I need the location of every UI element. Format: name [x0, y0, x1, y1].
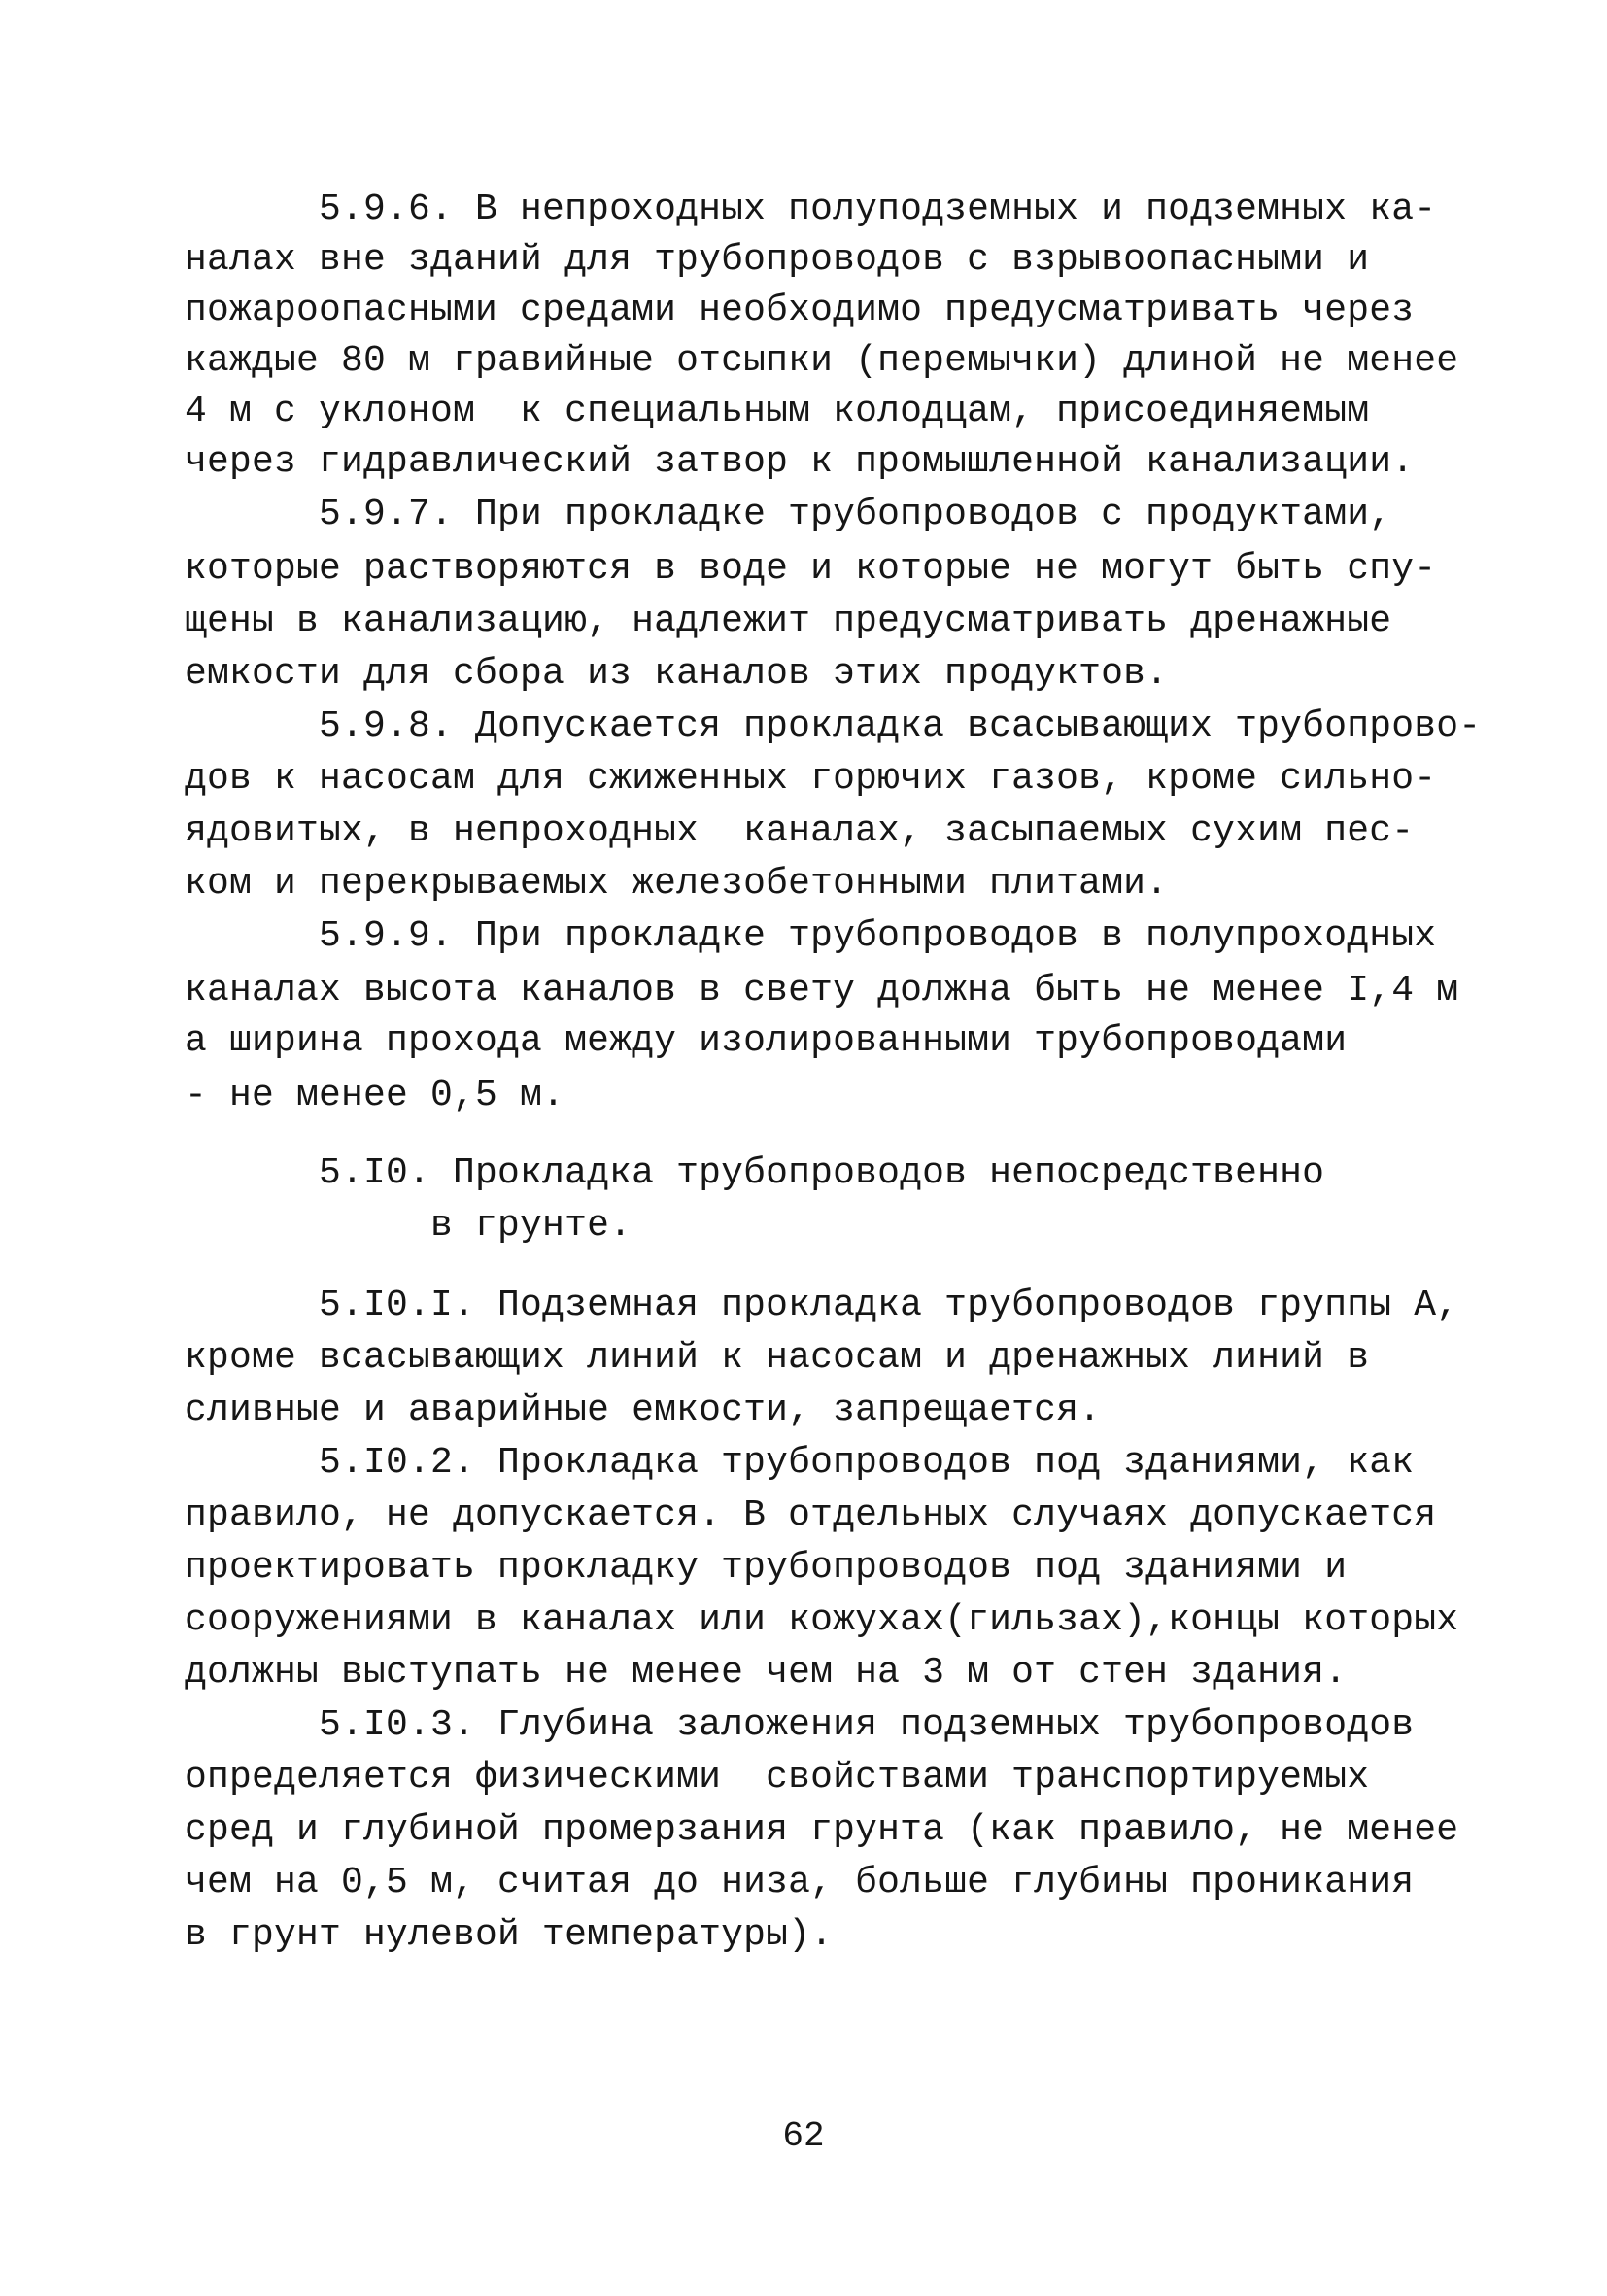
text-line: сред и глубиной промерзания грунта (как правило, не менее: [185, 1809, 1459, 1851]
text-line: 5.I0.3. Глубина заложения подземных трубопроводов: [185, 1704, 1415, 1746]
text-line: 5.9.6. В непроходных полуподземных и подземных ка-: [185, 188, 1437, 230]
text-line: в грунт нулевой температуры).: [185, 1914, 834, 1956]
section-heading: 5.I0. Прокладка трубопроводов непосредственно: [185, 1152, 1325, 1194]
text-line: 5.I0.2. Прокладка трубопроводов под зданиями, как: [185, 1442, 1415, 1484]
text-line: 5.9.9. При прокладке трубопроводов в полупроходных: [185, 915, 1437, 957]
text-line: каналах высота каналов в свету должна быть не менее I,4 м: [185, 970, 1459, 1011]
text-line: определяется физическими свойствами транспортируемых: [185, 1757, 1370, 1799]
text-line: 5.I0.I. Подземная прокладка трубопроводов группы А,: [185, 1285, 1459, 1326]
text-line: щены в канализацию, надлежит предусматривать дренажные: [185, 600, 1392, 642]
text-line: через гидравлический затвор к промышленной канализации.: [185, 441, 1415, 483]
text-line: ком и перекрываемых железобетонными плитами.: [185, 863, 1169, 905]
text-line: каждые 80 м гравийные отсыпки (перемычки) длиной не менее: [185, 340, 1459, 382]
text-line: кроме всасывающих линий к насосам и дренажных линий в: [185, 1337, 1370, 1379]
text-line: должны выступать не менее чем на 3 м от стен здания.: [185, 1652, 1348, 1694]
text-line: 5.9.8. Допускается прокладка всасывающих трубопрово-: [185, 705, 1482, 747]
text-line: а ширина прохода между изолированными трубопроводами: [185, 1020, 1348, 1062]
text-line: 5.9.7. При прокладке трубопроводов с продуктами,: [185, 494, 1392, 535]
text-line: которые растворяются в воде и которые не могут быть спу-: [185, 548, 1437, 590]
text-line: пожароопасными средами необходимо предусматривать через: [185, 290, 1415, 331]
text-line: - не менее 0,5 м.: [185, 1075, 565, 1116]
text-line: сливные и аварийные емкости, запрещается.: [185, 1389, 1102, 1431]
text-line: налах вне зданий для трубопроводов с взрывоопасными и: [185, 239, 1370, 281]
text-line: емкости для сбора из каналов этих продуктов.: [185, 653, 1169, 695]
text-line: проектировать прокладку трубопроводов под зданиями и: [185, 1547, 1348, 1589]
text-line: ядовитых, в непроходных каналах, засыпаемых сухим пес-: [185, 810, 1415, 852]
page-number: 62: [782, 2116, 825, 2156]
text-line: 4 м с уклоном к специальным колодцам, присоединяемым: [185, 391, 1370, 432]
text-line: сооружениями в каналах или кожухах(гильзах),концы которых: [185, 1599, 1459, 1641]
text-line: правило, не допускается. В отдельных случаях допускается: [185, 1494, 1437, 1536]
text-line: дов к насосам для сжиженных горючих газов, кроме сильно-: [185, 758, 1437, 800]
text-line: чем на 0,5 м, считая до низа, больше глубины проникания: [185, 1862, 1415, 1903]
section-heading: в грунте.: [185, 1205, 633, 1247]
